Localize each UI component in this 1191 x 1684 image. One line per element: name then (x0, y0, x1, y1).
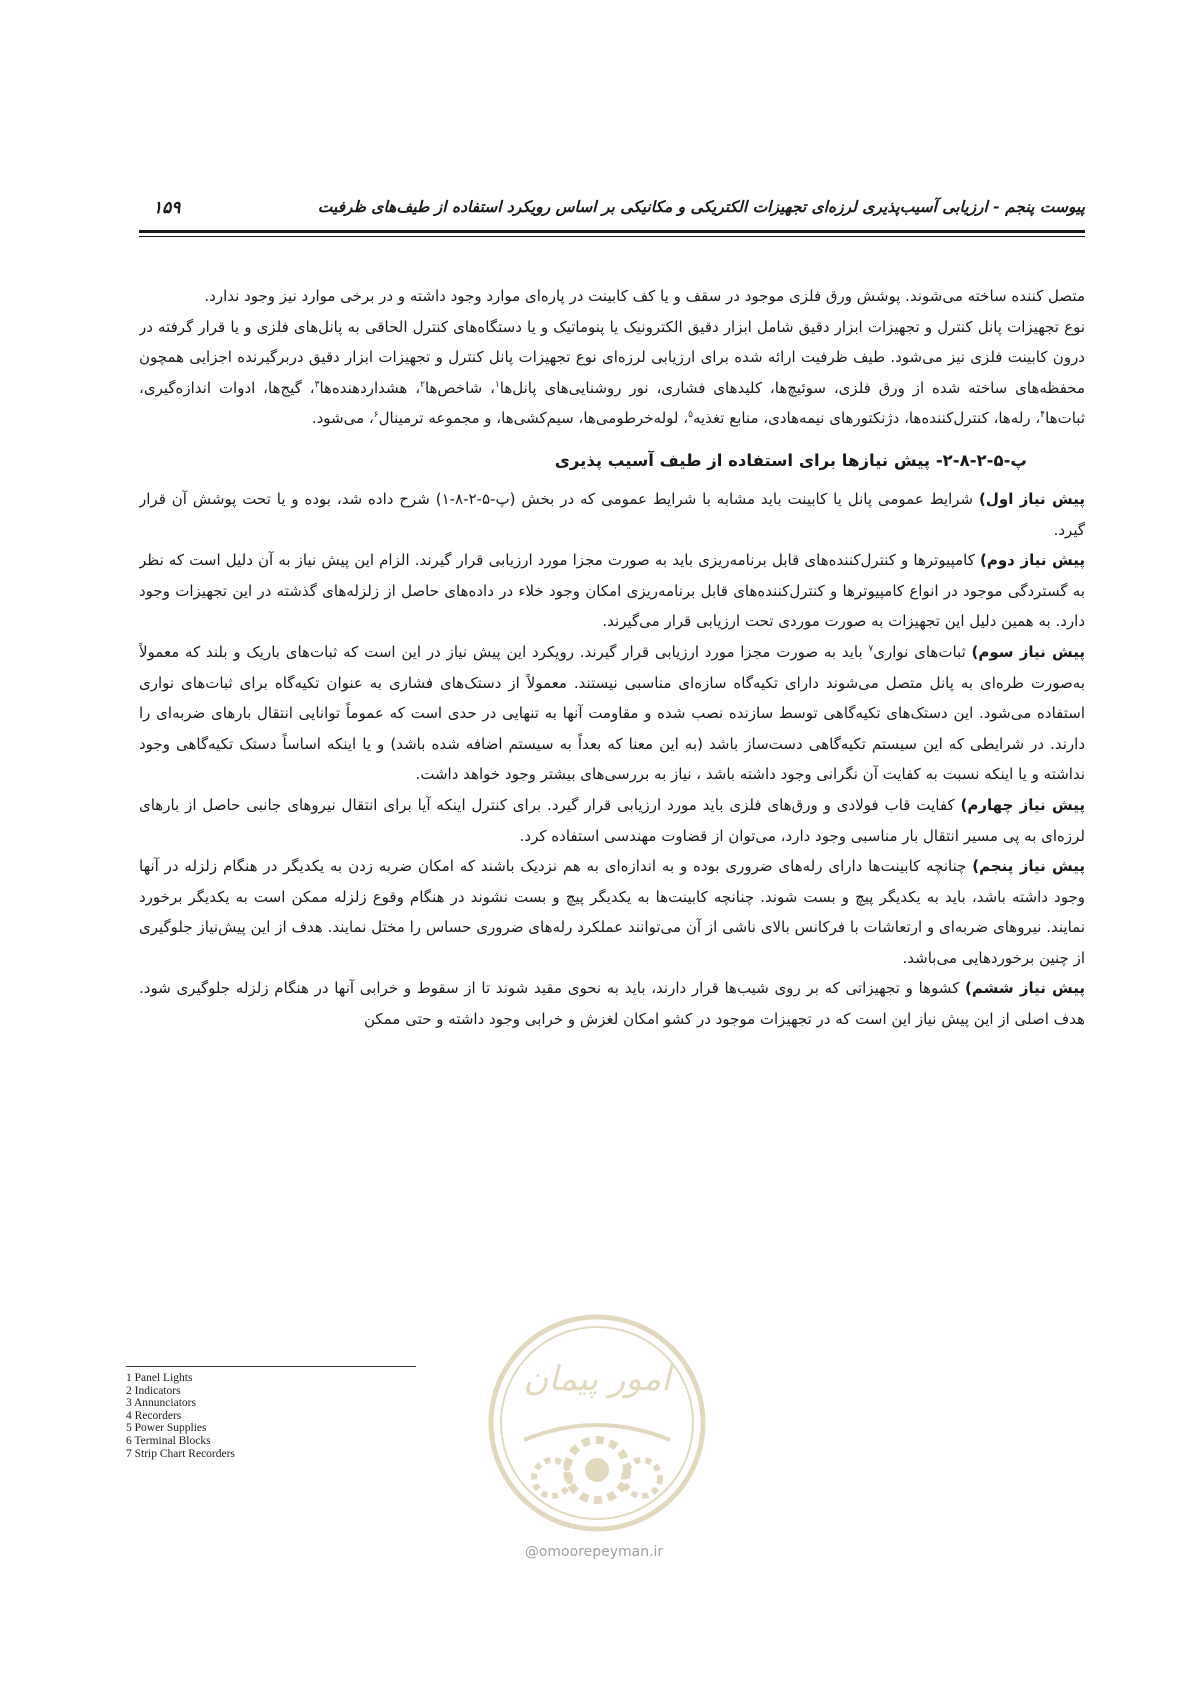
footnote: 5 Power Supplies (126, 1422, 207, 1435)
paragraph-text: ، می‌شود. (311, 409, 374, 428)
prerequisite-text: کامپیوترها و کنترل‌کننده‌های قابل برنامه‌ریزی باید به صورت مجزا مورد ارزیابی قرار گیرند. الزام این پیش نیاز به آن دلیل است که نظر به گستردگی موجود در انواع کامپیوترها و کنترل‌کننده‌های قابل برنامه‌ریزی امکان وجود خلاء در داده‌های حاصل از زلزله‌های گذشته در این تجهیزات وجود دارد. به همین دلیل این تجهیزات به صورت موردی تحت ارزیابی قرار می‌گیرند. (139, 551, 1085, 631)
prerequisite-text: باید به صورت مجزا مورد ارزیابی قرار گیرند. رویکرد این پیش نیاز در این است که ثبات‌های باریک و بلند که معمولاً به‌صورت طره‌ای به پانل متصل می‌شوند دارای تکیه‌گاه سازه‌ای مناسبی نیستند. معمولاً از دستک‌های فشاری به عنوان تکیه‌گاه برای ثبات‌های نواری استفاده می‌شود. این دستک‌های تکیه‌گاهی توسط سازنده نصب شده و مقاومت آنها به تنهایی در حدی است که عموماً توانایی انتقال بارهای ضربه‌ای را دارند. در شرایطی که این سیستم تکیه‌گاهی دست‌ساز باشد (به این معنا که بعداً به سیستم اضافه شده باشد) و یا اینکه اساساً دستک تکیه‌گاهی وجود نداشته و یا اینکه نسبت به کفایت آن نگرانی وجود داشته باشد ، نیاز به بررسی‌های بیشتر وجود خواهد داشت. (139, 642, 1085, 784)
prerequisite-2 (139, 545, 1085, 637)
footnote: 3 Annunciators (126, 1397, 196, 1410)
footnote-ref: ۵ (688, 410, 693, 421)
prerequisite-title: پیش نیاز سوم) (971, 642, 1085, 661)
prerequisite-4 (139, 790, 1085, 851)
paragraph-text: ، هشداردهنده‌ها (319, 378, 421, 397)
footnote-ref: ۶ (373, 410, 379, 421)
paragraph-text: ، شاخص‌ها (424, 378, 495, 397)
paragraph-text: ، لوله‌خرطومی‌ها، سیم‌کشی‌ها، و مجموعه ترمینال (378, 409, 689, 428)
prerequisite-title: پیش نیاز ششم) (965, 979, 1085, 998)
footnotes (126, 1372, 426, 1460)
header-rule-thick (139, 230, 1085, 233)
prerequisite-text: چنانچه کابینت‌ها دارای رله‌های ضروری بوده و به اندازه‌ای به هم نزدیک باشند که امکان ضربه زدن به یکدیگر در هنگام زلزله در آنها وجود داشته باشد، باید به یکدیگر پیچ و بست شوند. چنانچه کابینت‌ها به یکدیگر پیچ و بست نشوند در هنگام وقوع زلزله ممکن است به یکدیگر برخورد نمایند. نیروهای ضربه‌ای و ارتعاشات با فرکانس بالای ناشی از آن می‌توانند عملکرد رله‌های ضروری حساس را مختل نمایند. هدف از این پیش‌نیاز جلوگیری از چنین برخوردهایی می‌باشد. (139, 857, 1085, 967)
footnote: 6 Terminal Blocks (126, 1434, 211, 1447)
running-title: پیوست پنجم - ارزیابی آسیب‌پذیری لرزه‌ای تجهیزات الکتریکی و مکانیکی بر اساس رویکرد استفاده از طیف‌های ظرفیت (317, 198, 1085, 216)
footnote-ref: ۳ (314, 379, 320, 390)
footnote: 4 Recorders (126, 1409, 182, 1422)
footnote-rule (126, 1366, 416, 1367)
paragraph-equipment-types (139, 312, 1085, 434)
watermark-logo-text: امور پیمان (523, 1359, 671, 1399)
footnote: 1 Panel Lights (126, 1372, 193, 1384)
prerequisite-title: پیش نیاز دوم) (980, 551, 1085, 570)
footnote: 2 Indicators (126, 1384, 181, 1397)
prerequisite-text: کفایت قاب فولادی و ورق‌های فلزی باید مورد ارزیابی قرار گیرد. برای کنترل اینکه آیا برای انتقال نیروهای جانبی حاصل از بارهای لرزه‌ای به پی مسیر انتقال بار مناسبی وجود دارد، می‌توان از قضاوت مهندسی استفاده کرد. (139, 795, 1085, 845)
page-header (139, 196, 1085, 226)
footnote-ref: ۴ (1040, 410, 1046, 421)
footnote-ref: ۱ (494, 379, 500, 390)
prerequisite-text: ثبات‌های نواری (873, 642, 972, 661)
prerequisite-5 (139, 851, 1085, 973)
paragraph-text: نوع تجهیزات پانل کنترل و تجهیزات ابزار دقیق شامل ابزار دقیق الکترونیک یا پنوماتیک و یا دستگاه‌های کنترل الحاقی به پانل‌های فلزی و یا قرار گرفته در درون کابینت فلزی نیز می‌شود. طیف ظرفیت ارائه شده برای ارزیابی لرزه‌ای نوع تجهیزات پانل کنترل و تجهیزات ابزار دقیق دربرگیرنده اجزایی همچون محفظه‌های ساخته شده از ورق فلزی، سوئیچ‌ها، کلیدهای فشاری، نور روشنایی‌های پانل‌ها (139, 317, 1085, 397)
footnote-ref: ۷ (868, 643, 874, 654)
prerequisite-text: کشوها و تجهیزاتی که بر روی شیب‌ها قرار دارند، باید به نحوی مقید شوند تا از سقوط و خرابی آنها در هنگام زلزله جلوگیری شود. هدف اصلی از این پیش نیاز این است که در تجهیزات موجود در کشو امکان لغزش و خرابی وجود داشته و حتی ممکن (139, 979, 1085, 1029)
paragraph-text: ، رله‌ها، کنترل‌کننده‌ها، دژنکتورهای نیمه‌هادی، منابع تغذیه (692, 409, 1041, 428)
prerequisite-3 (139, 637, 1085, 790)
watermark-logo-icon (484, 1310, 710, 1536)
footnote-ref: ۲ (420, 379, 425, 390)
page-number: ۱۵۹ (153, 198, 181, 218)
prerequisite-text: شرایط عمومی پانل یا کابینت باید مشابه با شرایط عمومی که در بخش (پ-۵-۲-۸-۱) شرح داده شد، بوده و یا تحت پوشش آن قرار گیرد. (139, 489, 1085, 539)
header-rule-thin (139, 236, 1085, 237)
paragraph-text: ، گیج‌ها، ادوات اندازه‌گیری، ثبات‌ها (139, 378, 1085, 428)
prerequisite-title: پیش نیاز چهارم) (960, 795, 1085, 814)
prerequisite-title: پیش نیاز پنجم) (972, 857, 1085, 876)
watermark-url: @omoorepeyman.ir (524, 1544, 664, 1560)
prerequisite-6 (139, 973, 1085, 1034)
section-heading: پ-۵-۲-۸-۲- پیش نیازها برای استفاده از طیف آسیب پذیری (554, 450, 1027, 470)
prerequisite-1 (139, 484, 1085, 545)
footnote: 7 Strip Chart Recorders (126, 1447, 235, 1460)
prerequisite-title: پیش نیاز اول) (979, 489, 1085, 508)
paragraph-continuation: متصل کننده ساخته می‌شوند. پوشش ورق فلزی موجود در سقف و یا کف کابینت در پاره‌ای موارد وجود داشته و در برخی موارد نیز وجود ندارد. (204, 287, 1085, 305)
body-text (139, 281, 1085, 1286)
